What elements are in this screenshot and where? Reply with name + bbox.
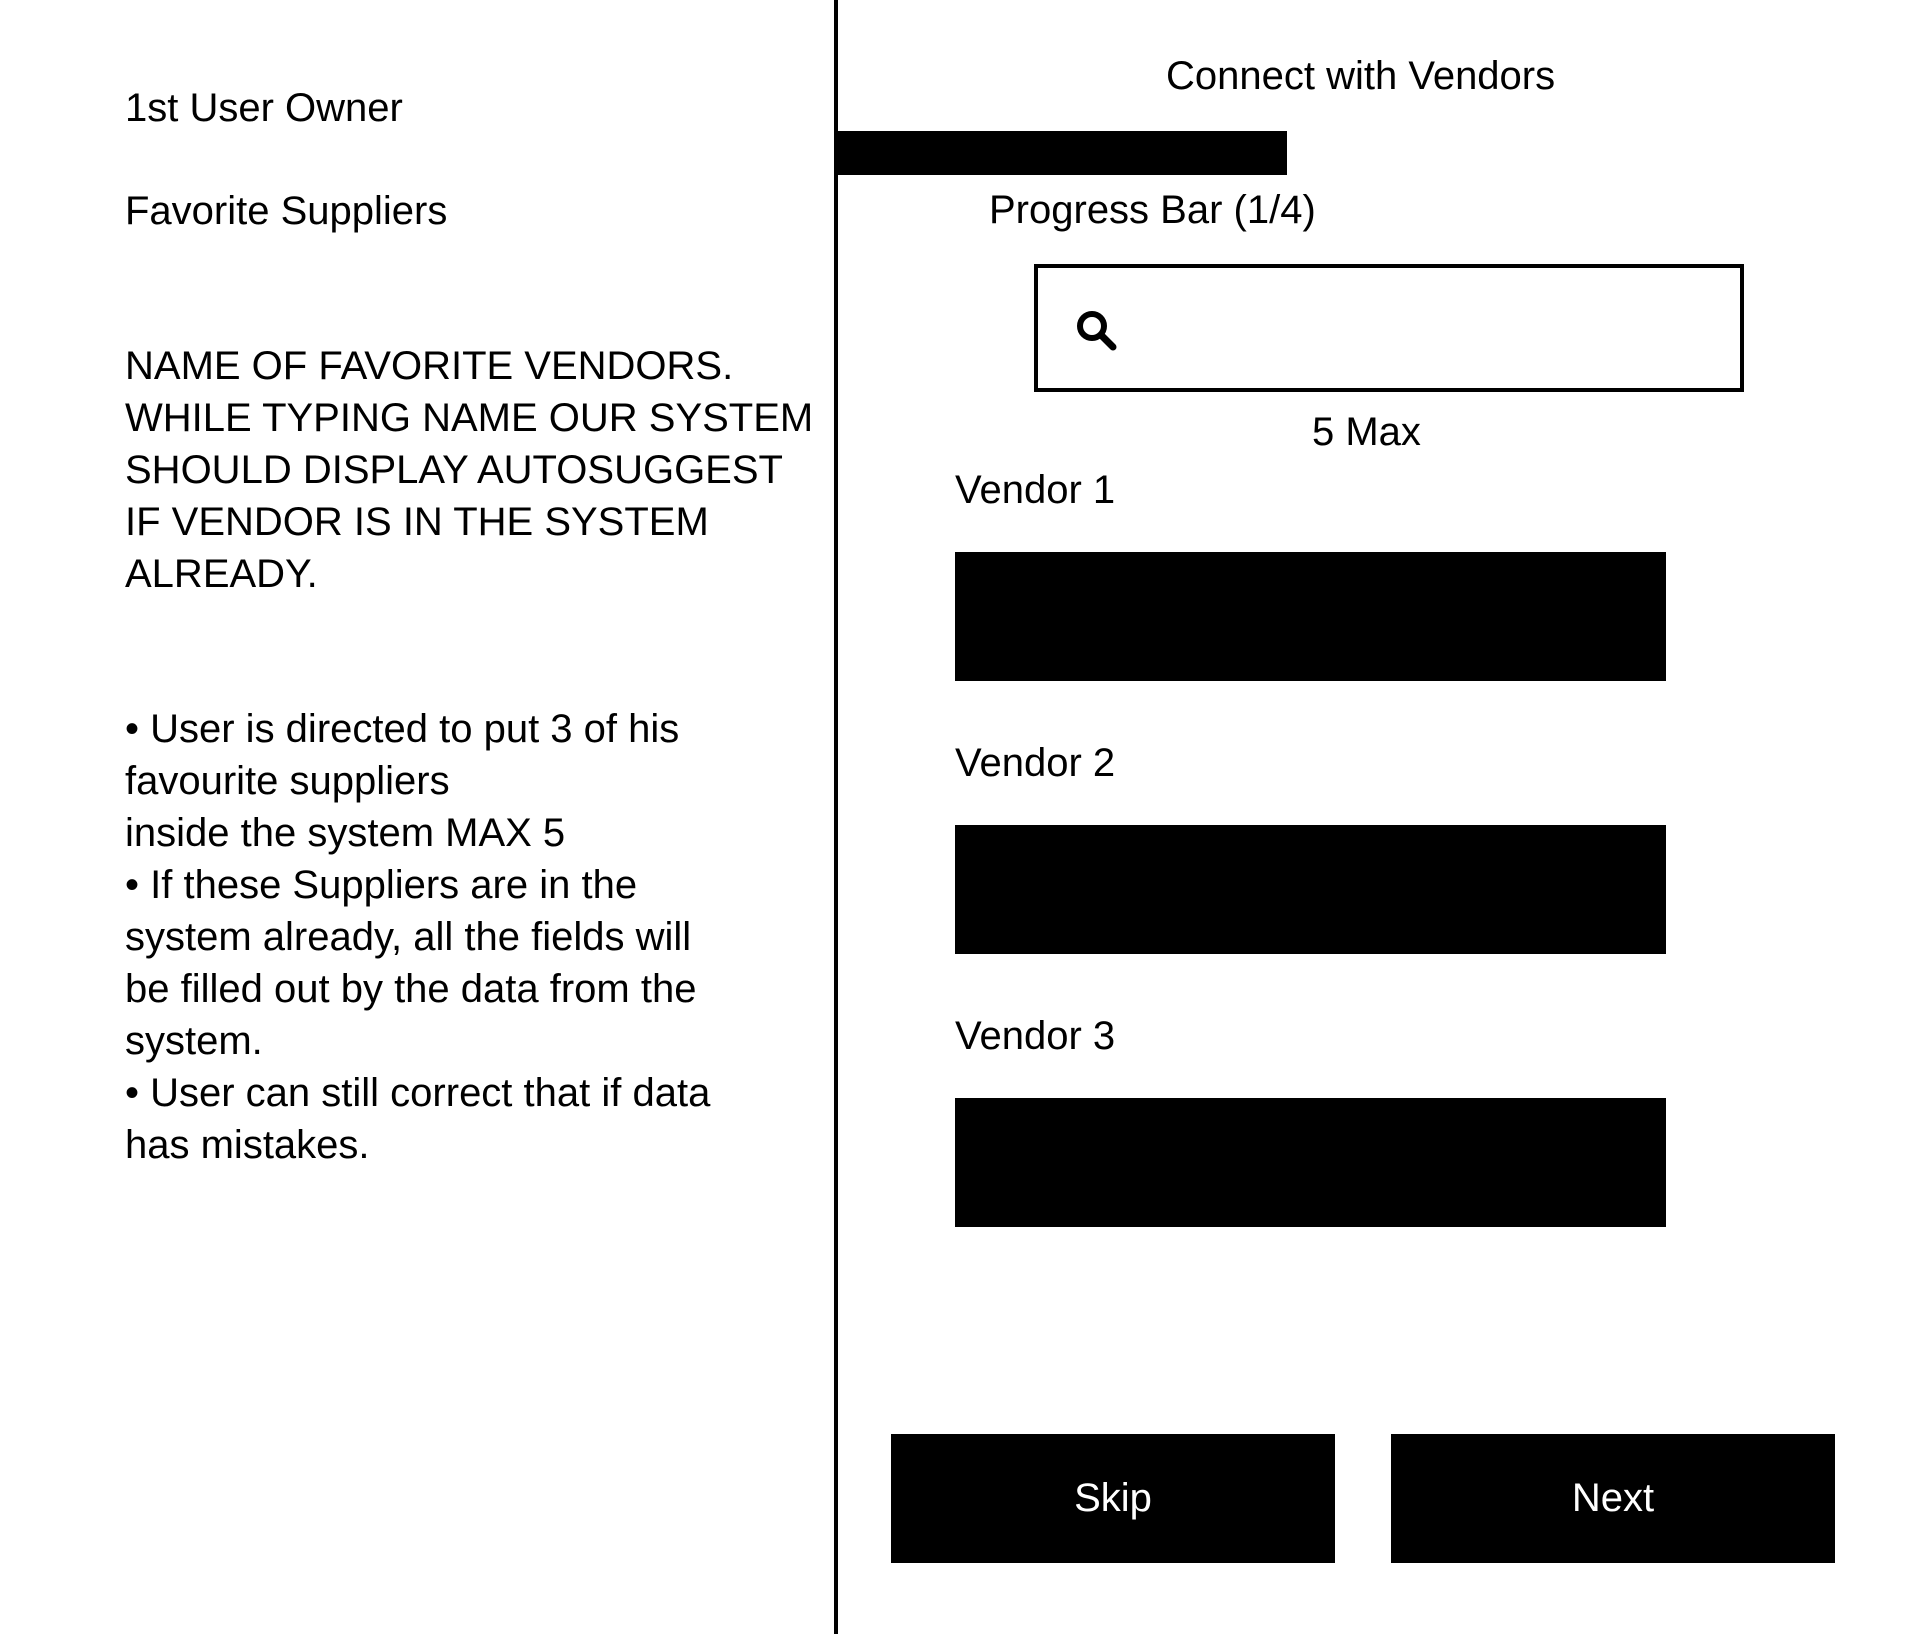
vendor-1-field[interactable]: [955, 552, 1666, 681]
vendor-search-input[interactable]: [1138, 288, 1732, 370]
vendor-search-box[interactable]: [1034, 264, 1744, 392]
note-line: be filled out by the data from the: [125, 967, 697, 1011]
instruction-line: SHOULD DISPLAY AUTOSUGGEST: [125, 448, 783, 492]
skip-button[interactable]: Skip: [891, 1434, 1335, 1563]
vendor-3-label: Vendor 3: [955, 1014, 1116, 1058]
max-vendors-label: 5 Max: [1312, 410, 1421, 454]
note-line: • If these Suppliers are in the: [125, 863, 638, 907]
note-line: has mistakes.: [125, 1123, 370, 1167]
instructions-text: [125, 340, 813, 600]
note-line: • User can still correct that if data: [125, 1071, 711, 1115]
progress-bar-fill: [838, 131, 1287, 175]
note-line: favourite suppliers: [125, 759, 450, 803]
notes-text: [125, 703, 710, 1171]
progress-bar: [838, 131, 1618, 175]
vendor-2-field[interactable]: [955, 825, 1666, 954]
vendor-3-field[interactable]: [955, 1098, 1666, 1227]
screen-title: Connect with Vendors: [1166, 54, 1556, 98]
vendor-2-label: Vendor 2: [955, 741, 1116, 785]
section-title: Favorite Suppliers: [125, 189, 448, 233]
instruction-line: WHILE TYPING NAME OUR SYSTEM: [125, 396, 814, 440]
progress-label: Progress Bar (1/4): [989, 188, 1316, 232]
note-line: inside the system MAX 5: [125, 811, 566, 855]
note-line: system.: [125, 1019, 263, 1063]
instruction-line: ALREADY.: [125, 552, 318, 596]
user-role-label: 1st User Owner: [125, 86, 403, 130]
panel-divider: [834, 0, 838, 1634]
annotation-panel: [0, 0, 834, 1634]
search-icon: [1074, 308, 1118, 352]
instruction-line: IF VENDOR IS IN THE SYSTEM: [125, 500, 709, 544]
vendor-1-label: Vendor 1: [955, 468, 1116, 512]
note-line: system already, all the fields will: [125, 915, 692, 959]
instruction-line: NAME OF FAVORITE VENDORS.: [125, 344, 734, 388]
note-line: • User is directed to put 3 of his: [125, 707, 680, 751]
next-button[interactable]: Next: [1391, 1434, 1835, 1563]
